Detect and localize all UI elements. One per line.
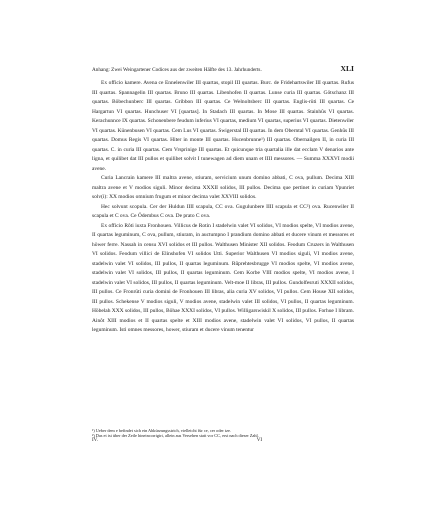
footnote-2: ²) Das et ist über der Zeile hineincorrigirt, allein aus Versehen statt vor CC, erst nach dieser Zahl. xyxy=(92,433,259,439)
paragraph-kamere: Ex officio kamere. Avena ce Ennelenwiler III quartas, stopil III quartas. Burc. de Fridehartswiler III quartas. Rufus III quartas. Spannagelin III quartas. Bruno III quartas. Libenhofen II quartas. Lunse curia III quartas. Götschanz III quartas. Böbechunberc III quartas. Gribbon III quartas. Ce Welnoltsberc III quartas. Englis-rüti III quartas. Ce Hargartun VI quartas. Hunchuser VI [quartas]. In Stadach III quartas. In Mose III quartas. Stainhûs VI quartas. Kerachunnce IX quartas. Schonenbere feudum inferius VI quartas, medium VI quartas, superius VI quartas. Dietenwiler VI quartas. Künenbusen VI quartas. Cem Lus VI quartas. Swigerstal III quartas. In dem Oberntal VI quartas. Genhûs III quartas. Domus Regis VI quartas. Hiter in monte III quartas. Hucenbrunne¹) III quartas. Obernailgen II, in curia III quartas. C. in curia III quartas. Cem Vrsprinige III quartas. Et quicunque tria quartalia ille dat ecclam V denarios ante ligna, et quilibet dat III pullos et quilibet solvit I tunewagen ad diem unam et IIII messores. — Summa XXXVI modii avene. xyxy=(92,80,354,172)
paragraph-officio-roti: Ex officio Rôti iuxta Fronhouen. Villicus de Rotin I stadelwin valet VI solidos, VI modios spelte, VI modios avene, II quartas leguminum, C ova, pullum, stiuram, in auctumpno I prandium domino abbati et ducere vinum et messores et höwer ferre. Nassah in censu XVI solidos et III pullos. Walthusen Minister XII solidos. Feodum Cruzers in Walthusen VI solidos. Feodum villici de Elinshofen VI solidos Utti. Superior Walthusen VI modios siguli, VI modios avene, stadelwin valet VI solidos, III pullos, II quartas leguminum. Rûprehtesbrugge VI modios spelte, VI modios avene, stadelwin valet VI solidos, III pullos, II quartas leguminum. Cem Korbe VIII modios spelte, VI modios avene, I stadelwin valet VI solidos, III pullos, II quartas leguminum. Velt-moe II libras, III pullos. Gundolfesruti XXXII solidos, III pullos. Ce Fronrüti curia domini de Fronhouen III libras, alia curia XV solidos, VI pullos. Cem House XII solidos, III pullos. Schekense V modios siguli, V modios avene, stadelwin valet III solidos, VI pullos, II quartas leguminum. Höbelah XXX solidos, III pullos, Böhae XXXI solidos, VI pullos. Willigarswiskil X solidos, III pullos. Forhue I libram. Ainôt XIII modios et II quartas spelte et XIII modios avene, stadelwin valet VI solidos, VI pullos, II quartas leguminum. Isti omnes messores, hower, stiuram et ducere vinum tenentur xyxy=(92,222,354,333)
running-header: Anhang: Zwei Weingartener Codices aus der zweiten Hälfte des 13. Jahrhunderts. xyxy=(92,67,262,73)
signature-right: VI xyxy=(256,438,262,443)
paragraph-scopula: Hec solvunt scopula. Cer der Huldun IIII scapula, CC ova. Gugulunbere IIII scapula et CC²) ova. Rucenwiler II scapula et C ova. Ce Ödembus C ova. De prato C ova. xyxy=(92,203,354,219)
footnote-1: ¹) Ueber dem e befindet sich ein Abkürzungsstrich, vielleicht für ce, cer oder tze. xyxy=(92,428,231,433)
footnotes xyxy=(92,428,354,438)
signature-left: IV. xyxy=(92,438,98,443)
paragraph-curia-lancrain: Curia Lancrain kamere III maltra avene, stiuram, servicium unum domino abbati, C ova, pullum. Decima XIII maltra avene et V modios siguli. Minor decima XXXII solidos, III pullos. Decima que pertinet in curiam Ypunriet solv(i): XX modios omnium frugum et minor decima valet XXVIII solidos. xyxy=(92,175,354,200)
main-text xyxy=(92,79,354,336)
page-number: XLI xyxy=(340,64,354,73)
